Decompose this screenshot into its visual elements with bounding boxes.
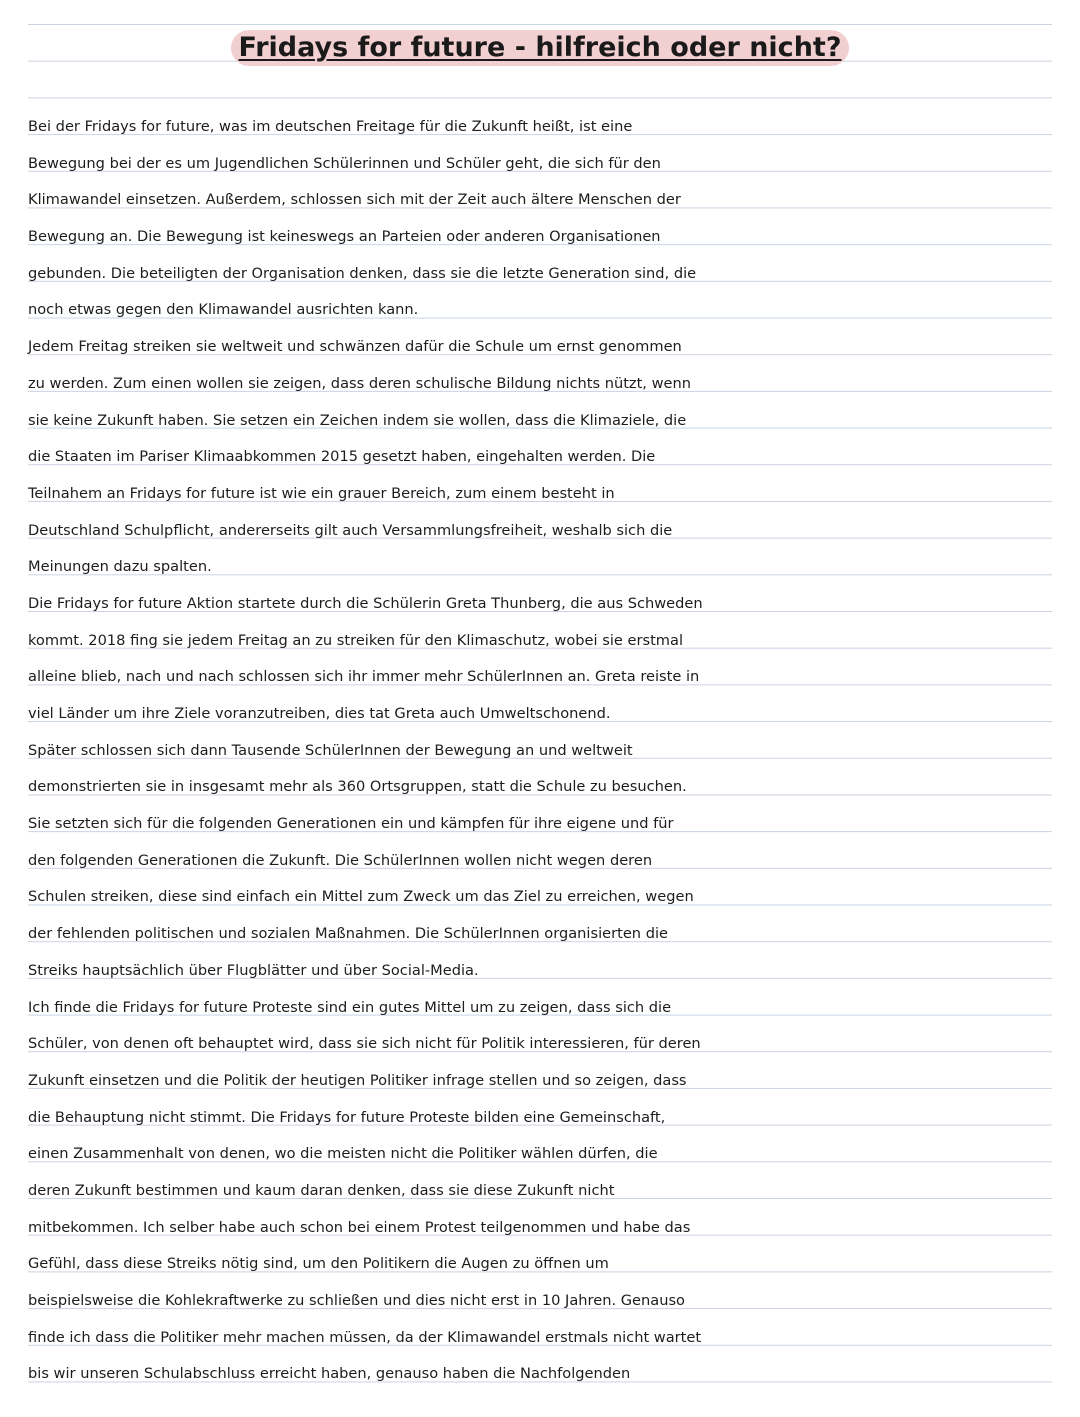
text-line: gebunden. Die beteiligten der Organisation denken, dass sie die letzte Generation sind, die: [28, 264, 697, 282]
text-line: noch etwas gegen den Klimawandel ausrichten kann.: [28, 301, 419, 319]
text-line: den folgenden Generationen die Zukunft. Die SchülerInnen wollen nicht wegen deren: [28, 851, 653, 869]
text-line: mitbekommen. Ich selber habe auch schon bei einem Protest teilgenommen und habe das: [28, 1218, 691, 1236]
text-line: Schulen streiken, diese sind einfach ein Mittel zum Zweck um das Ziel zu erreichen, wegen: [28, 888, 694, 906]
text-line: Gefühl, dass diese Streiks nötig sind, um den Politikern die Augen zu öffnen um: [28, 1255, 609, 1273]
text-line: bis wir unseren Schulabschluss erreicht haben, genauso haben die Nachfolgenden: [28, 1365, 631, 1383]
text-line: deren Zukunft bestimmen und kaum daran denken, dass sie diese Zukunft nicht: [28, 1181, 615, 1199]
text-line: Sie setzten sich für die folgenden Generationen ein und kämpfen für ihre eigene und für: [28, 815, 674, 833]
text-line: kommt. 2018 fing sie jedem Freitag an zu streiken für den Klimaschutz, wobei sie erstmal: [28, 631, 684, 649]
text-line: Teilnahem an Fridays for future ist wie ein grauer Bereich, zum einem besteht in: [28, 484, 615, 502]
text-line: Schüler, von denen oft behauptet wird, dass sie sich nicht für Politik interessieren, für deren: [28, 1035, 701, 1053]
text-line: Später schlossen sich dann Tausende SchülerInnen der Bewegung an und weltweit: [28, 741, 633, 759]
text-line: demonstrierten sie in insgesamt mehr als 360 Ortsgruppen, statt die Schule zu besuchen.: [28, 778, 687, 796]
text-line: Die Fridays for future Aktion startete durch die Schülerin Greta Thunberg, die aus Schweden: [28, 594, 703, 612]
text-line: finde ich dass die Politiker mehr machen müssen, da der Klimawandel erstmals nicht wartet: [28, 1328, 702, 1346]
text-line: Ich finde die Fridays for future Proteste sind ein gutes Mittel um zu zeigen, dass sich die: [28, 998, 672, 1016]
text-line: die Staaten im Pariser Klimaabkommen 2015 gesetzt haben, eingehalten werden. Die: [28, 448, 656, 466]
text-line: die Behauptung nicht stimmt. Die Fridays for future Proteste bilden eine Gemeinschaft,: [28, 1108, 666, 1126]
title-container: [0, 30, 1080, 66]
essay-body: [28, 109, 1058, 1393]
text-line: viel Länder um ihre Ziele voranzutreiben, dies tat Greta auch Umweltschonend.: [28, 705, 611, 722]
text-line: Zukunft einsetzen und die Politik der heutigen Politiker infrage stellen und so zeigen, dass: [28, 1071, 687, 1089]
text-line: beispielsweise die Kohlekraftwerke zu schließen und dies nicht erst in 10 Jahren. Genauso: [28, 1292, 685, 1309]
text-line: Klimawandel einsetzen. Außerdem, schlossen sich mit der Zeit auch ältere Menschen der: [28, 191, 681, 209]
text-line: Bewegung an. Die Bewegung ist keineswegs an Parteien oder anderen Organisationen: [28, 228, 661, 246]
text-line: Bewegung bei der es um Jugendlichen Schülerinnen und Schüler geht, die sich für den: [28, 154, 661, 172]
page-title: Fridays for future - hilfreich oder nicht?: [231, 30, 850, 66]
text-line: der fehlenden politischen und sozialen Maßnahmen. Die SchülerInnen organisierten die: [28, 925, 668, 943]
text-line: Meinungen dazu spalten.: [28, 558, 212, 576]
text-line: Streiks hauptsächlich über Flugblätter und über Social-Media.: [28, 961, 479, 979]
text-line: einen Zusammenhalt von denen, wo die meisten nicht die Politiker wählen dürfen, die: [28, 1145, 658, 1163]
text-line: Deutschland Schulpflicht, andererseits gilt auch Versammlungsfreiheit, weshalb sich die: [28, 521, 673, 539]
text-line: Jedem Freitag streiken sie weltweit und schwänzen dafür die Schule um ernst genommen: [28, 338, 682, 356]
text-line: zu werden. Zum einen wollen sie zeigen, dass deren schulische Bildung nichts nützt, wenn: [28, 374, 691, 392]
text-line: sie keine Zukunft haben. Sie setzen ein Zeichen indem sie wollen, dass die Klimaziele, die: [28, 411, 687, 429]
text-line: alleine blieb, nach und nach schlossen sich ihr immer mehr SchülerInnen an. Greta reiste in: [28, 668, 700, 686]
text-line: Bei der Fridays for future, was im deutschen Freitage für die Zukunft heißt, ist eine: [28, 118, 633, 135]
